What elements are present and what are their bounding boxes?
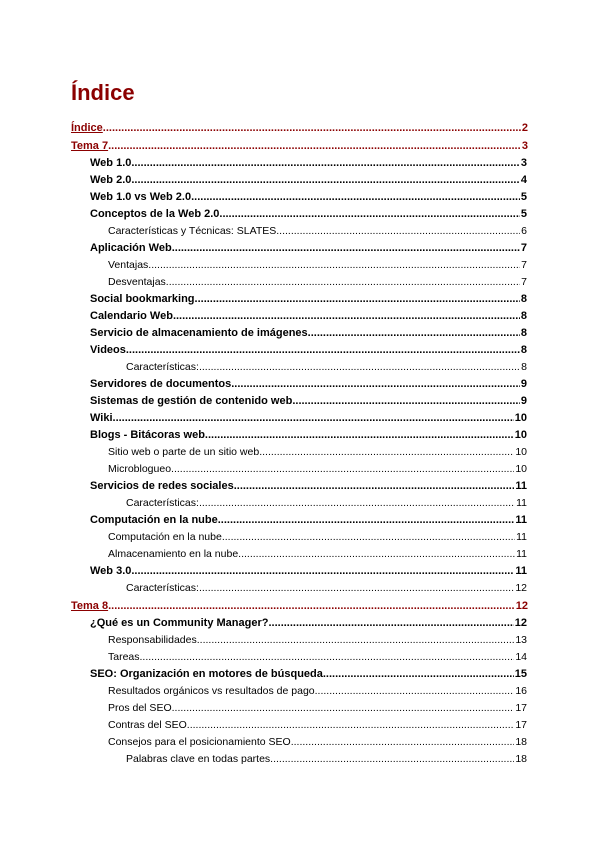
toc-entry-indice[interactable]: Índice ..... 2 [71, 120, 528, 136]
toc-entry-gestion-contenido[interactable]: Sistemas de gestión de contenido web ..... 9 [90, 393, 527, 409]
toc-entry-microblogueo[interactable]: Microblogueo ..... 10 [108, 461, 527, 477]
page-title: Índice [71, 80, 135, 105]
toc-entry-calendario-web[interactable]: Calendario Web ..... 8 [90, 308, 527, 324]
toc-entry-videos[interactable]: Videos ..... 8 [90, 342, 527, 358]
toc-entry-almacenamiento-imagenes[interactable]: Servicio de almacenamiento de imágenes ..... 8 [90, 325, 527, 341]
toc-entry-tema-8[interactable]: Tema 8 ..... 12 [71, 598, 528, 614]
toc-entry-consejos-seo[interactable]: Consejos para el posicionamiento SEO ..... 18 [108, 734, 527, 750]
toc-entry-caracteristicas-web3[interactable]: Características: ..... 12 [126, 580, 527, 596]
toc-entry-ventajas[interactable]: Ventajas ..... 7 [108, 257, 527, 273]
toc-entry-computacion-nube[interactable]: Computación en la nube ..... 11 [90, 512, 527, 528]
toc-entry-almacenamiento-nube[interactable]: Almacenamiento en la nube ..... 11 [108, 546, 527, 562]
toc-entry-tareas[interactable]: Tareas ..... 14 [108, 649, 527, 665]
toc-entry-conceptos[interactable]: Conceptos de la Web 2.0 ..... 5 [90, 206, 527, 222]
toc-entry-pros-seo[interactable]: Pros del SEO ..... 17 [108, 700, 527, 716]
toc-entry-responsabilidades[interactable]: Responsabilidades ..... 13 [108, 632, 527, 648]
toc-entry-web-1-vs-2[interactable]: Web 1.0 vs Web 2.0 ..... 5 [90, 189, 527, 205]
toc-entry-community-manager[interactable]: ¿Qué es un Community Manager? ..... 12 [90, 615, 527, 631]
toc-entry-blogs[interactable]: Blogs - Bitácoras web ..... 10 [90, 427, 527, 443]
toc-entry-caracteristicas-redes[interactable]: Características: ..... 11 [126, 495, 527, 511]
toc-entry-web-2-0[interactable]: Web 2.0 ..... 4 [90, 172, 527, 188]
toc-entry-web-3-0[interactable]: Web 3.0 ..... 11 [90, 563, 527, 579]
toc-entry-computacion-nube-sub[interactable]: Computación en la nube ..... 11 [108, 529, 527, 545]
toc-entry-redes-sociales[interactable]: Servicios de redes sociales ..... 11 [90, 478, 527, 494]
toc-entry-social-bookmarking[interactable]: Social bookmarking ..... 8 [90, 291, 527, 307]
toc-entry-tema-7[interactable]: Tema 7 ..... 3 [71, 138, 528, 154]
toc-entry-desventajas[interactable]: Desventajas ..... 7 [108, 274, 527, 290]
toc-entry-resultados[interactable]: Resultados orgánicos vs resultados de pago ..... 16 [108, 683, 527, 699]
toc-entry-servidores-documentos[interactable]: Servidores de documentos ..... 9 [90, 376, 527, 392]
toc-entry-slates[interactable]: Características y Técnicas: SLATES ..... 6 [108, 223, 527, 239]
toc-entry-aplicacion-web[interactable]: Aplicación Web ..... 7 [90, 240, 527, 256]
toc-entry-wiki[interactable]: Wiki ..... 10 [90, 410, 527, 426]
toc-entry-seo[interactable]: SEO: Organización en motores de búsqueda ..... 15 [90, 666, 527, 682]
toc-entry-caracteristicas-videos[interactable]: Características: ..... 8 [126, 359, 527, 375]
toc-entry-web-1-0[interactable]: Web 1.0 ..... 3 [90, 155, 527, 171]
toc-entry-contras-seo[interactable]: Contras del SEO ..... 17 [108, 717, 527, 733]
toc-entry-palabras-clave[interactable]: Palabras clave en todas partes ..... 18 [126, 751, 527, 767]
toc-entry-sitio-web[interactable]: Sitio web o parte de un sitio web ..... 10 [108, 444, 527, 460]
